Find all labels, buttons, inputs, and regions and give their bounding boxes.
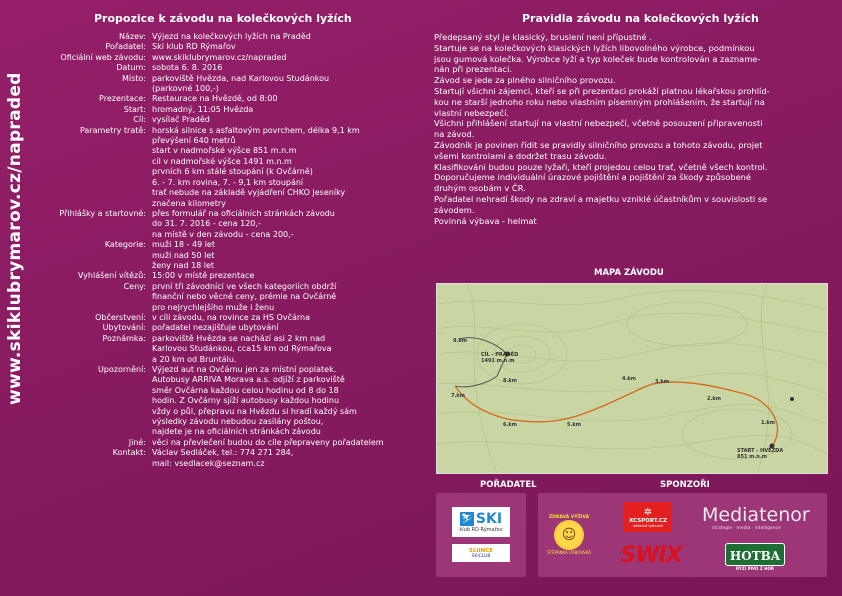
- start-label: START - HVĚZDA 851 m.n.m: [737, 448, 784, 460]
- info-row: [10, 105, 410, 115]
- info-row: [10, 63, 410, 73]
- info-label: Místo:: [121, 73, 146, 83]
- info-value-line: 6. - 7. km rovina, 7. - 9,1 km stoupání: [152, 177, 304, 187]
- km-label: 5.km: [567, 422, 581, 428]
- info-value-line: trať nebude na základě vyjádření CHKO Jeseníky: [152, 188, 346, 198]
- info-value-line: hromadný, 11:05 Hvězda: [152, 104, 254, 114]
- info-value-line: finanční nebo věcné ceny, prémie na Ovčárně: [152, 292, 337, 302]
- info-value-line: Výjezd na kolečkových lyžích na Praděd: [152, 32, 311, 41]
- sun-logo-bottom: ŠTĚPÁNKA VRBOVSKÁ: [547, 550, 591, 555]
- info-row: [10, 323, 410, 333]
- rule-line: Všichni přihlášení startují na vlastní nebezpečí, včetně posouzení připravenosti: [434, 118, 763, 129]
- info-value: [152, 32, 410, 42]
- info-value: [152, 126, 410, 209]
- info-value: [152, 105, 410, 115]
- info-value-line: Ski klub RD Rýmařov: [152, 42, 236, 52]
- xcsport-icon: ✲: [643, 506, 653, 518]
- info-row: [10, 74, 410, 95]
- info-label: Přihlášky a startovné:: [59, 208, 146, 218]
- swix-text: SWIX: [620, 542, 682, 568]
- info-value-line: Karlovou Studánkou, cca15 km od Rýmařova: [152, 344, 332, 354]
- info-value-line: věci na převlečení budou do cíle přepraveny pořadatelem: [152, 437, 384, 447]
- info-value-line: přes formulář na oficiálních stránkách závodu: [152, 208, 335, 218]
- info-value-line: vysílač Praděd: [152, 115, 210, 125]
- rule-line: vlastní nebezpečí.: [434, 107, 510, 118]
- info-value: [152, 53, 410, 63]
- xcsport-text: XCSPORT.CZ: [629, 517, 667, 524]
- info-label: Vyhlášení vítězů:: [77, 271, 146, 281]
- info-label: Parametry tratě:: [79, 125, 146, 135]
- info-value: [152, 63, 410, 73]
- info-row: [10, 115, 410, 125]
- map-svg: [437, 284, 827, 473]
- km-label: 4.km: [622, 376, 636, 382]
- small-club-logo[interactable]: [452, 544, 510, 562]
- race-map: [436, 283, 828, 474]
- rule-line: Závod se jede za plného silničního provozu.: [434, 75, 616, 86]
- info-value: [152, 323, 410, 333]
- info-value-line: parkoviště Hvězda se nachází asi 2 km nad: [152, 333, 326, 343]
- info-label: Ceny:: [123, 281, 146, 291]
- info-value-line: muži nad 50 let: [152, 250, 215, 260]
- info-label: Cíl:: [133, 115, 146, 125]
- vertical-website-url[interactable]: www.skiklubrymarov.cz/napraded: [5, 72, 25, 405]
- info-row: [10, 126, 410, 209]
- small-logo-sub: SKICLUB: [471, 553, 491, 559]
- info-label: Ubytování:: [102, 323, 146, 333]
- info-value-line: v cíli závodu, na rovince za HS Ovčárna: [152, 312, 310, 322]
- organizer-heading: POŘADATEL: [480, 480, 537, 490]
- info-value-line: převýšení 640 metrů: [152, 136, 236, 146]
- info-value-line: směr Ovčárna každou celou hodinu od 8 do 18: [152, 385, 339, 395]
- rule-line: Pořadatel nehradí škody na zdraví a majetku vzniklé účastníkům v souvislosti se: [434, 193, 768, 204]
- info-value: [152, 334, 410, 365]
- info-value: [152, 94, 410, 104]
- km-label: 7.km: [451, 393, 465, 399]
- info-value: [152, 240, 410, 271]
- info-value-line: Autobusy ARRIVA Morava a.s. odjíží z parkoviště: [152, 375, 345, 385]
- info-label: Datum:: [116, 63, 146, 73]
- info-row: [10, 94, 410, 104]
- info-label: Oficiální web závodu:: [60, 52, 146, 62]
- swix-logo[interactable]: [612, 541, 690, 569]
- rule-line: Předepsaný styl je klasický, bruslení není přípustné .: [434, 32, 652, 42]
- ski-klub-logo[interactable]: [452, 507, 510, 537]
- mediatenor-text: Mediatenor: [702, 503, 810, 526]
- race-info-list: [10, 32, 410, 469]
- info-label: Název:: [119, 32, 146, 41]
- info-label: Jiné:: [128, 437, 146, 447]
- rule-line: Klasifikováni budou pouze lyžaři, kteří projedou celou trať, včetně všech kontrol.: [434, 161, 768, 172]
- mediatenor-sub: strategie · media · intelligence: [712, 525, 781, 531]
- km-label: 3.km: [655, 379, 669, 385]
- xcsport-sub: běžecké lyžování: [633, 523, 663, 528]
- rule-line: všemi kontrolami a dodržet trasu závodu.: [434, 150, 607, 161]
- skier-icon: ⛷: [461, 514, 473, 524]
- info-value-line: parkoviště Hvězda, nad Karlovou Studánkou: [152, 73, 330, 83]
- rule-line: závodem.: [434, 204, 475, 215]
- info-value-line: a 20 km od Bruntálu.: [152, 354, 237, 364]
- info-value: [152, 271, 410, 281]
- map-title: MAPA ZÁVODU: [594, 268, 664, 278]
- info-value: [152, 313, 410, 323]
- info-row: [10, 448, 410, 469]
- info-row: [10, 271, 410, 281]
- info-row: [10, 313, 410, 323]
- info-row: [10, 240, 410, 271]
- info-row: [10, 32, 410, 42]
- info-value-line: prvních 6 km stálé stoupání (k Ovčárně): [152, 167, 313, 177]
- sun-logo-top: ZDRAVÁ VÝŽIVA: [548, 515, 590, 520]
- info-value-line: první tři závodníci ve všech kategoriích obdrží: [152, 281, 337, 291]
- info-row: [10, 282, 410, 313]
- info-value-line: hodin. Z Ovčárny sjíží autobusy každou hodinu: [152, 396, 340, 406]
- info-value-line: mail: vsedlacek@seznam.cz: [152, 458, 265, 468]
- info-value-line: pořadatel nezajišťuje ubytování: [152, 323, 279, 333]
- info-value-line: www.skiklubrymarov.cz/napraded: [152, 52, 287, 62]
- rule-line: nán při prezentaci.: [434, 64, 513, 75]
- hotba-sub: RYZÍ PIVO Z HOR: [736, 566, 774, 571]
- info-row: [10, 53, 410, 63]
- finish-label: CÍL - PRADĚD 1491 m.n.m: [481, 352, 519, 364]
- info-label: Start:: [123, 104, 146, 114]
- right-title: Pravidla závodu na kolečkových lyžích: [522, 12, 759, 25]
- info-label: Pořadatel:: [105, 42, 146, 52]
- rule-line: Závodník je povinen řídit se pravidly silničního provozu a tohoto závodu, projet: [434, 139, 763, 150]
- hotba-text: HOTBA: [729, 549, 781, 563]
- info-label: Poznámka:: [102, 333, 146, 343]
- km-label: 1.km: [761, 420, 775, 426]
- info-value: [152, 282, 410, 313]
- info-value-line: najdete je na oficiálních stránkách závodu: [152, 427, 321, 437]
- info-value: [152, 448, 410, 469]
- mediatenor-logo[interactable]: [702, 500, 818, 534]
- info-label: Upozornění:: [97, 365, 146, 374]
- xcsport-logo[interactable]: [624, 502, 672, 532]
- info-row: [10, 209, 410, 240]
- info-label: Prezentace:: [99, 94, 146, 104]
- info-value: [152, 115, 410, 125]
- info-value-line: cíl v nadmořské výšce 1491 m.n.m: [152, 156, 292, 166]
- info-value-line: Restaurace na Hvězdě, od 8:00: [152, 94, 278, 104]
- info-row: [10, 42, 410, 52]
- info-label: Kontakt:: [112, 448, 146, 458]
- rule-line: druhým osobám v ČR.: [434, 183, 526, 194]
- info-value-line: Výjezd aut na Ovčárnu jen za místní poplatek.: [152, 365, 337, 374]
- rule-line: Doporučujeme individuální úrazové pojištění a pojištění za škody způsobené: [434, 172, 752, 183]
- info-value-line: sobota 6. 8. 2016: [152, 63, 223, 73]
- info-value-line: start v nadmořské výšce 851 m.n.m: [152, 146, 297, 156]
- info-value-line: značena kilometry: [152, 198, 226, 208]
- rules-list: [434, 32, 834, 226]
- km-label: 9.km: [453, 338, 467, 344]
- info-row: [10, 334, 410, 365]
- rule-line: na závod.: [434, 129, 475, 140]
- left-title: Propozice k závodu na kolečkových lyžích: [94, 12, 352, 25]
- info-value: [152, 365, 410, 438]
- info-value: [152, 74, 410, 95]
- info-label: Kategorie:: [104, 240, 146, 250]
- zdrava-vyziva-logo[interactable]: [544, 505, 594, 565]
- rule-line: Startuje se na kolečkových klasických lyžích libovolného výrobce, podmínkou: [434, 42, 755, 53]
- rule-line: Startují všichni zájemci, kteří se při prezentaci prokáží platnou lékařskou prohlíd-: [434, 85, 770, 96]
- info-value-line: vždy o půl, přepravu na Hvězdu si hradí každý sám: [152, 406, 357, 416]
- rule-line: Povinná výbava - helmat: [434, 215, 537, 226]
- info-label: Občerstvení:: [95, 312, 146, 322]
- info-value: [152, 42, 410, 52]
- hotba-logo[interactable]: [724, 541, 786, 573]
- info-value-line: 15:00 v místě prezentace: [152, 271, 255, 281]
- info-value-line: muži 18 - 49 let: [152, 240, 215, 250]
- info-value-line: Václav Sedláček, tel.: 774 271 284,: [152, 448, 294, 458]
- small-logo-text: SLUNCE: [468, 547, 494, 554]
- info-value-line: ženy nad 18 let: [152, 260, 215, 270]
- sun-icon: ☺: [554, 520, 584, 550]
- rule-line: jsou gumová kolečka. Výrobce lyží a typ koleček bude kontrolován a zazname-: [434, 53, 761, 64]
- km-label: 8.km: [503, 378, 517, 384]
- info-value-line: do 31. 7. 2016 - cena 120,-: [152, 219, 261, 229]
- km-label: 6.km: [503, 422, 517, 428]
- info-value-line: výsledky závodu nebudou zasílány poštou,: [152, 417, 324, 427]
- info-value: [152, 438, 410, 448]
- ski-logo-sub: klub RD Rýmařov: [459, 527, 503, 533]
- km-label: 2.km: [707, 396, 721, 402]
- ski-logo-text: SKI: [475, 511, 503, 527]
- rule-line: kou ne starší jednoho roku nebo vlastním písemným prohlášením, že startují na: [434, 96, 765, 107]
- info-row: [10, 438, 410, 448]
- info-value: [152, 209, 410, 240]
- info-row: [10, 365, 410, 438]
- info-value-line: horská silnice s asfaltovým povrchem, délka 9,1 km: [152, 125, 360, 135]
- info-value-line: na místě v den závodu - cena 200,-: [152, 229, 294, 239]
- sponsors-heading: SPONZOŘI: [660, 480, 710, 490]
- info-value-line: pro nejrychlejšího muže i ženu: [152, 302, 275, 312]
- info-value-line: (parkovné 100,-): [152, 84, 219, 94]
